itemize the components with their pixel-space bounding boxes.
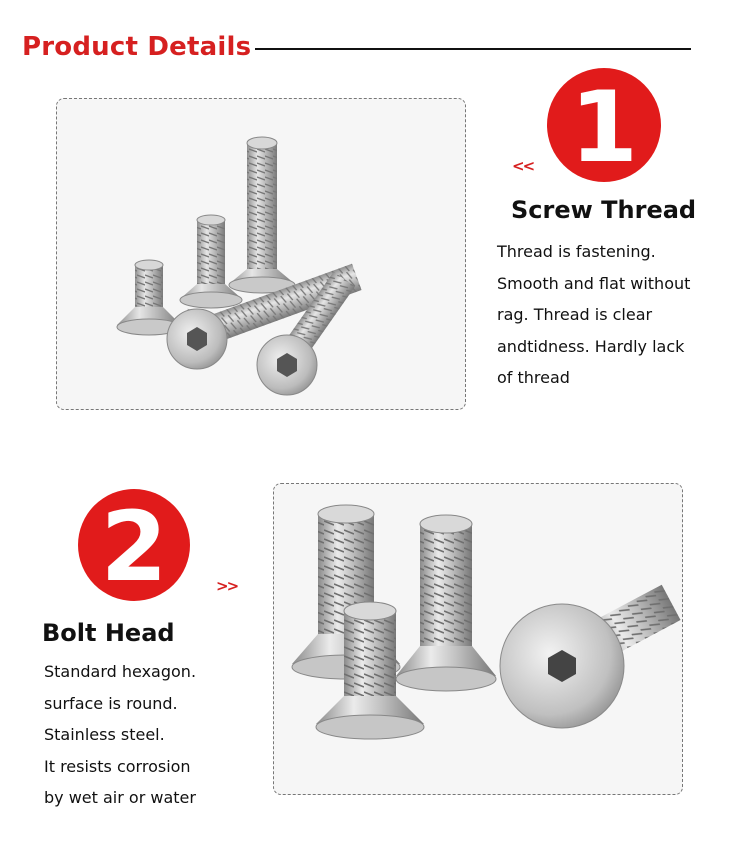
desc-line: surface is round. (44, 693, 178, 713)
badge-number-1: 1 (569, 71, 639, 184)
desc-line: by wet air or water (44, 788, 196, 807)
badge-number-2: 2 (100, 491, 168, 603)
desc-line: Standard hexagon. (44, 662, 197, 681)
desc-line: Stainless steel. (44, 725, 165, 744)
desc-line: Thread is fastening. (497, 242, 656, 261)
desc-line: rag. Thread is clear (497, 305, 653, 324)
desc-line: andtidness. Hardly lack (497, 336, 685, 356)
desc-line: of thread (497, 368, 570, 387)
number-two-badge-icon (76, 487, 192, 603)
screw-thread-description (497, 236, 690, 394)
bolt-head-description (44, 656, 196, 814)
title-divider (255, 48, 691, 50)
page-title: Product Details (22, 32, 252, 62)
bolt-head-heading: Bolt Head (42, 619, 175, 647)
screw-thread-heading: Screw Thread (511, 196, 697, 224)
screws-illustration-1 (57, 99, 465, 409)
arrow-right-icon: >> (216, 577, 238, 595)
screws-illustration-2 (274, 484, 682, 794)
desc-line: Smooth and flat without (497, 273, 691, 293)
bolt-head-photo (273, 483, 683, 795)
desc-line: It resists corrosion (44, 756, 191, 776)
arrow-left-icon: << (512, 157, 534, 175)
screw-thread-photo (56, 98, 466, 410)
number-one-badge-icon (545, 66, 663, 184)
